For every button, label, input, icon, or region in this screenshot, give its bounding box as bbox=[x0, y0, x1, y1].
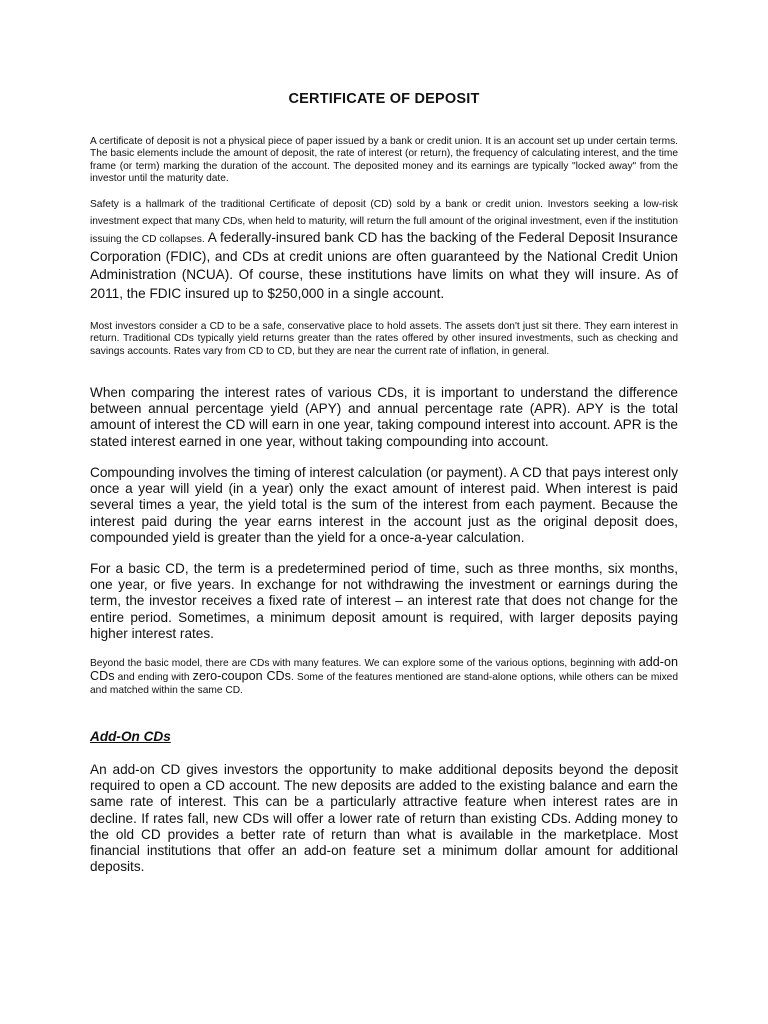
features-text-e: . Some of the features mentioned are stand-alone options, while others can be mixed and matched within the same CD. bbox=[90, 672, 679, 697]
safety-small-text: Safety is a hallmark of the traditional Certificate of deposit (CD) sold by a bank or credit union. Investors seeking a low-risk investment expect that many CDs, when held to maturity, will return the full amount of the original investment, even if the institution issuing the CD collapses. bbox=[90, 199, 678, 246]
paragraph-addon-text: An add-on CD gives investors the opportunity to make additional deposits beyond the deposit required to open a CD account. The new deposits are added to the existing balance and earn the same rate of interest. This can be a particularly attractive feature when interest rates are in decline. If rates fall, new CDs will offer a lower rate of return than existing CDs. Adding money to the old CD provides a better rate of return than what is available in the marketplace. Most financial institutions that offer an add-on feature set a minimum dollar amount for additional deposits. bbox=[90, 762, 678, 875]
features-text-c: and ending with bbox=[114, 672, 193, 684]
section-heading-addon bbox=[90, 729, 678, 744]
paragraph-intro bbox=[90, 136, 678, 186]
paragraph-investors-text: Most investors consider a CD to be a safe, conservative place to hold assets. The assets don't just sit there. They earn interest in return. Traditional CDs typically yield returns greater than the rates offered by other insured investments, such as checking and savings accounts. Rates vary from CD to CD, but they are near the current rate of inflation, in general. bbox=[90, 321, 678, 357]
paragraph-addon bbox=[90, 762, 678, 875]
paragraph-safety bbox=[90, 197, 678, 305]
paragraph-apy-apr-text: When comparing the interest rates of various CDs, it is important to understand the difference between annual percentage yield (APY) and annual percentage rate (APR). APY is the total amount of interest the CD will earn in one year, taking compound interest into account. APR is the stated interest earned in one year, without taking compounding into account. bbox=[90, 385, 678, 449]
paragraph-safety-text bbox=[90, 197, 678, 305]
safety-large-text: A federally-insured bank CD has the backing of the Federal Deposit Insurance Corporation (FDIC), and CDs at credit unions are often guaranteed by the National Credit Union Administration (NCUA). Of course, these institutions have limits on what they will insure. As of 2011, the FDIC insured up to $250,000 in a single account. bbox=[90, 230, 678, 301]
paragraph-investors bbox=[90, 321, 678, 358]
features-addon-term: add-on CDs bbox=[90, 655, 678, 684]
features-zero-coupon-term: zero-coupon CDs bbox=[192, 669, 291, 684]
paragraph-apy-apr bbox=[90, 385, 678, 450]
paragraph-compounding bbox=[90, 465, 678, 546]
document-title: CERTIFICATE OF DEPOSIT bbox=[288, 91, 480, 107]
heading-addon-cds: Add-On CDs bbox=[90, 729, 171, 744]
paragraph-features-text bbox=[90, 656, 678, 698]
paragraph-basic-cd bbox=[90, 561, 678, 642]
paragraph-compounding-text: Compounding involves the timing of interest calculation (or payment). A CD that pays interest only once a year will yield (in a year) only the exact amount of interest paid. When interest is paid several times a year, the yield total is the sum of the interest from each payment. Because the interest paid during the year earns interest in the account just as the original deposit does, compounded yield is greater than the yield for a once-a-year calculation. bbox=[90, 465, 678, 545]
paragraph-features bbox=[90, 656, 678, 698]
paragraph-intro-text: A certificate of deposit is not a physical piece of paper issued by a bank or credit union. It is an account set up under certain terms. The basic elements include the amount of deposit, the rate of interest (or return), the frequency of calculating interest, and the time frame (or term) marking the duration of the account. The deposited money and its earnings are typically "locked away" from the investor until the maturity date. bbox=[90, 136, 678, 185]
paragraph-basic-cd-text: For a basic CD, the term is a predetermined period of time, such as three months, six months, one year, or five years. In exchange for not withdrawing the investment or earnings during the term, the investor receives a fixed rate of interest – an interest rate that does not change for the entire period. Sometimes, a minimum deposit amount is required, with larger deposits paying higher interest rates. bbox=[90, 561, 678, 641]
features-text-a: Beyond the basic model, there are CDs with many features. We can explore some of the various options, beginning with bbox=[90, 658, 639, 669]
